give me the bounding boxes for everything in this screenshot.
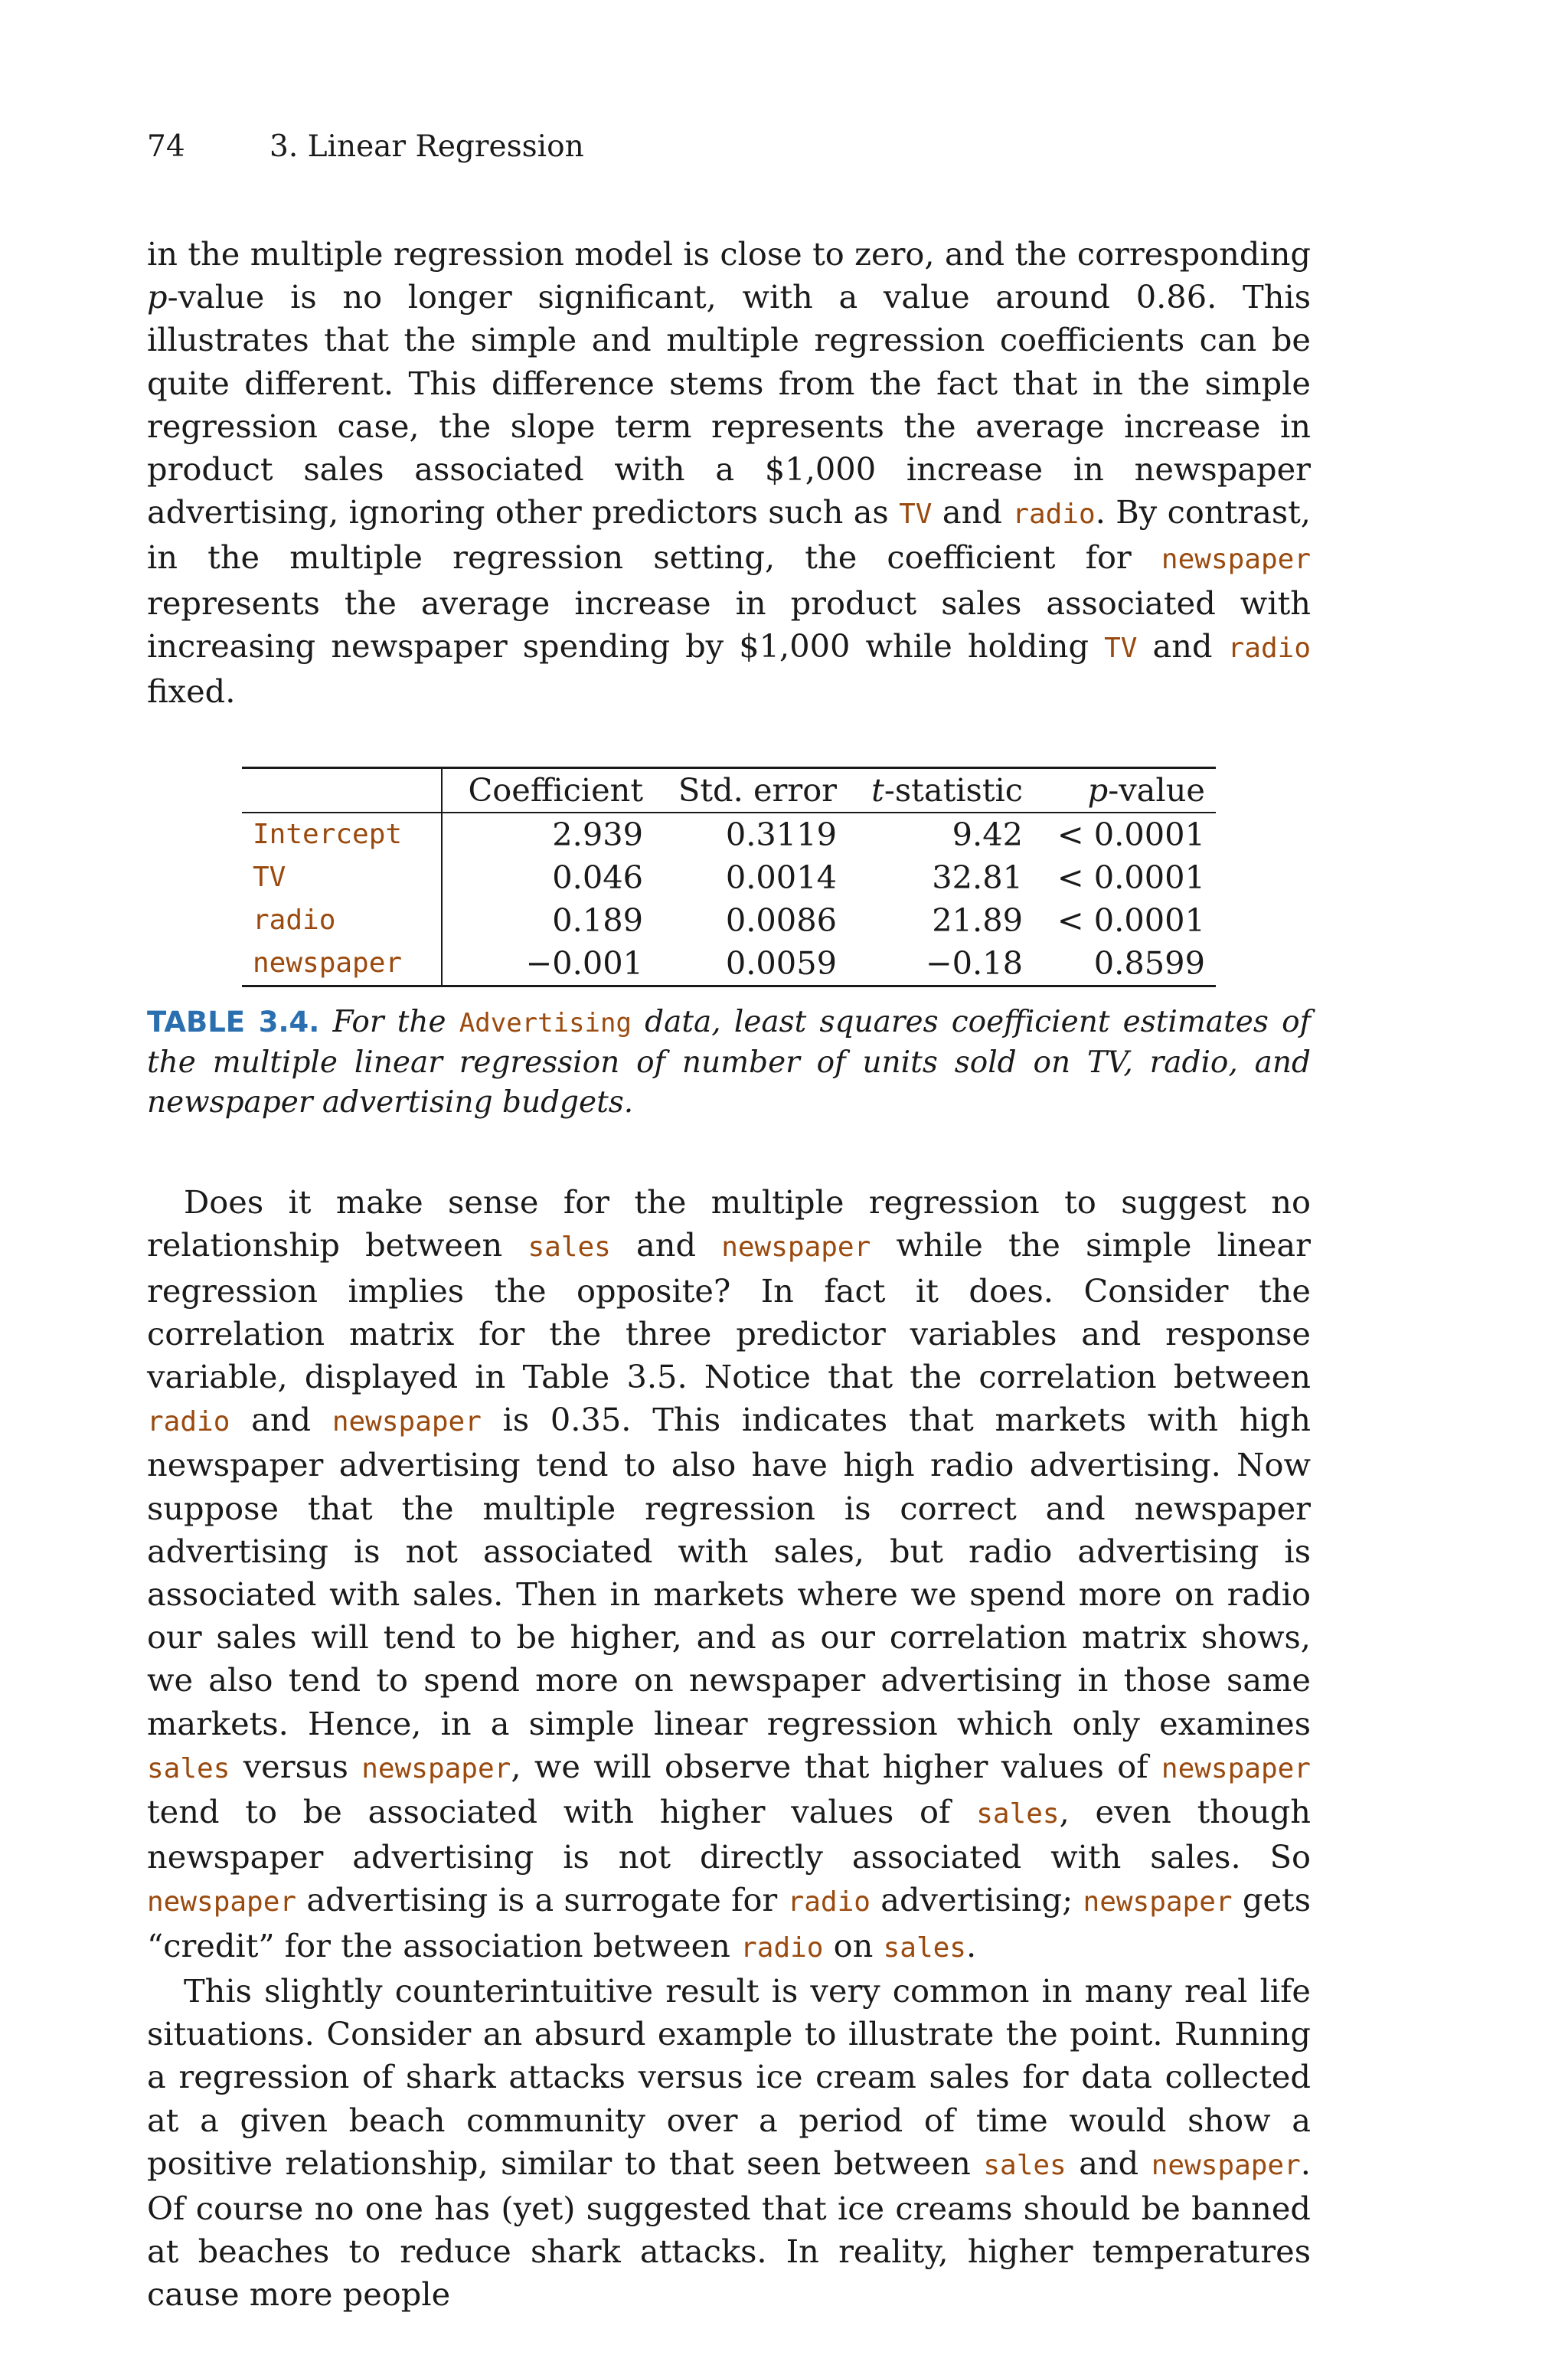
text: represents the average increase in product sales associated with increasing newspaper spending by $1,000 while holding: [147, 584, 1311, 665]
table-row: [242, 813, 1216, 856]
cell-coefficient: −0.001: [442, 942, 654, 986]
cell-t-statistic: 9.42: [952, 816, 1024, 854]
table-row: [242, 942, 1216, 986]
cell-std-error: 0.3119: [725, 816, 838, 854]
cell-std-error: 0.0059: [654, 942, 848, 986]
text: -value is no longer significant, with a value around 0.86. This illustrates that the simple and multiple regression coefficients can be quite different. This difference stems from the fact that in the simple regression case, the slope term represents the average increase in product sales associated with a $1,000 increase in newspaper advertising, ignoring other predictors such as: [147, 278, 1311, 532]
text: gets “credit” for the association between: [147, 1881, 1311, 1964]
text: and: [230, 1401, 332, 1439]
code-term: radio: [147, 1406, 230, 1438]
row-label: radio: [242, 899, 442, 942]
text: . Of course no one has (yet) suggested that ice creams should be banned at beaches to reduce shark attacks. In reality, higher temperatures cause more people: [147, 2144, 1311, 2314]
cell-coefficient: 0.046: [552, 859, 644, 897]
code-term: sales: [883, 1932, 966, 1964]
text: fixed.: [147, 672, 236, 711]
table-header-p-value: [1034, 768, 1216, 813]
code-term: radio: [787, 1886, 871, 1918]
cell-t-statistic: −0.18: [848, 942, 1034, 986]
code-term: newspaper: [147, 1886, 297, 1918]
code-term: sales: [976, 1798, 1060, 1830]
cell-p-value: < 0.0001: [1057, 901, 1205, 940]
cell-coefficient: 0.189: [552, 901, 644, 940]
math-t: t: [871, 771, 884, 810]
code-term: sales: [983, 2149, 1067, 2181]
code-term: radio: [1227, 632, 1311, 664]
text: -statistic: [884, 771, 1024, 810]
code-term: radio: [1012, 499, 1096, 531]
text: data, least squares coefficient estimates of the multiple linear regression of number of units sold on TV, radio, and newspaper advertising budgets.: [147, 1005, 1311, 1120]
table-header-std-error: Std. error: [654, 768, 848, 813]
table-caption: [147, 1003, 1311, 1123]
text: versus: [230, 1747, 362, 1785]
table-header-blank: [242, 768, 442, 813]
text: For the: [319, 1005, 459, 1040]
text: advertising;: [870, 1881, 1083, 1919]
row-label: Intercept: [242, 813, 442, 856]
code-term: sales: [528, 1232, 611, 1264]
table-header-row: [242, 768, 1216, 813]
table-row: [242, 899, 1216, 942]
text: advertising is a surrogate for: [296, 1881, 788, 1919]
page-number: 74: [147, 129, 185, 164]
text: in the multiple regression model is close to zero, and the corresponding: [147, 235, 1311, 273]
paragraph-2: [147, 1181, 1311, 1970]
math-p: p: [1087, 771, 1109, 810]
math-p: p: [147, 278, 168, 316]
text: on: [823, 1926, 884, 1964]
paragraph-3: [147, 1970, 1311, 2317]
page: [147, 127, 1311, 2317]
code-term: radio: [740, 1932, 824, 1964]
text: This slightly counterintuitive result is very common in many real life situations. Consider an absurd example to illustrate the point. Running a regression of shark attacks versus ice cream sales for data collected at a given beach community over a period of time would show a positive relationship, similar to that seen between: [147, 1971, 1311, 2182]
text: , even though newspaper advertising is not directly associated with sales. So: [147, 1793, 1312, 1876]
text: Does it make sense for the multiple regression to suggest no relationship between: [147, 1183, 1311, 1264]
text: , we will observe that higher values of: [511, 1747, 1161, 1785]
text: and: [932, 493, 1013, 532]
cell-std-error: 0.0014: [725, 859, 838, 897]
code-term: TV: [1104, 632, 1138, 664]
caption-label: TABLE 3.4.: [147, 1006, 320, 1039]
text: and: [1066, 2144, 1152, 2182]
cell-std-error: 0.0086: [725, 901, 838, 940]
code-term: newspaper: [1161, 1752, 1311, 1784]
table-header-coefficient: Coefficient: [442, 768, 654, 813]
chapter-title: 3. Linear Regression: [270, 129, 584, 164]
code-term: newspaper: [361, 1752, 511, 1784]
row-label: newspaper: [242, 942, 442, 986]
cell-p-value: < 0.0001: [1057, 816, 1205, 854]
cell-p-value: 0.8599: [1034, 942, 1216, 986]
table-header-t-statistic: [848, 768, 1034, 813]
code-term: TV: [899, 499, 933, 531]
regression-table: [242, 767, 1216, 987]
text: . By contrast, in the multiple regression setting, the coefficient for: [147, 493, 1311, 577]
code-term: newspaper: [1083, 1886, 1233, 1918]
row-label: TV: [242, 856, 442, 899]
code-term: sales: [147, 1752, 230, 1784]
code-term: newspaper: [332, 1406, 482, 1438]
table-row: [242, 856, 1216, 899]
text: and: [610, 1226, 722, 1264]
code-term: newspaper: [1151, 2149, 1301, 2181]
cell-t-statistic: 21.89: [932, 901, 1024, 940]
code-term: newspaper: [1161, 544, 1311, 576]
running-head: [147, 127, 1311, 167]
cell-p-value: < 0.0001: [1057, 859, 1205, 897]
code-term: newspaper: [721, 1232, 871, 1264]
text: while the simple linear regression implies the opposite? In fact it does. Consider the correlation matrix for the three predictor variables and response variable, displayed in Table 3.5. Notice that the correlation between: [147, 1226, 1311, 1396]
code-term: Advertising: [459, 1008, 632, 1039]
cell-t-statistic: 32.81: [932, 859, 1024, 897]
paragraph-1: [147, 233, 1311, 713]
text: .: [965, 1926, 977, 1964]
cell-coefficient: 2.939: [552, 816, 644, 854]
text: tend to be associated with higher values of: [147, 1793, 977, 1831]
text: and: [1137, 626, 1228, 665]
text: is 0.35. This indicates that markets with high newspaper advertising tend to also have high radio advertising. Now suppose that the multiple regression is correct and newspaper advertising is not associated with sales, but radio advertising is associated with sales. Then in markets where we spend more on radio our sales will tend to be higher, and as our correlation matrix shows, we also tend to spend more on newspaper advertising in those same markets. Hence, in a simple linear regression which only examines: [147, 1401, 1311, 1742]
text: -value: [1108, 771, 1205, 810]
